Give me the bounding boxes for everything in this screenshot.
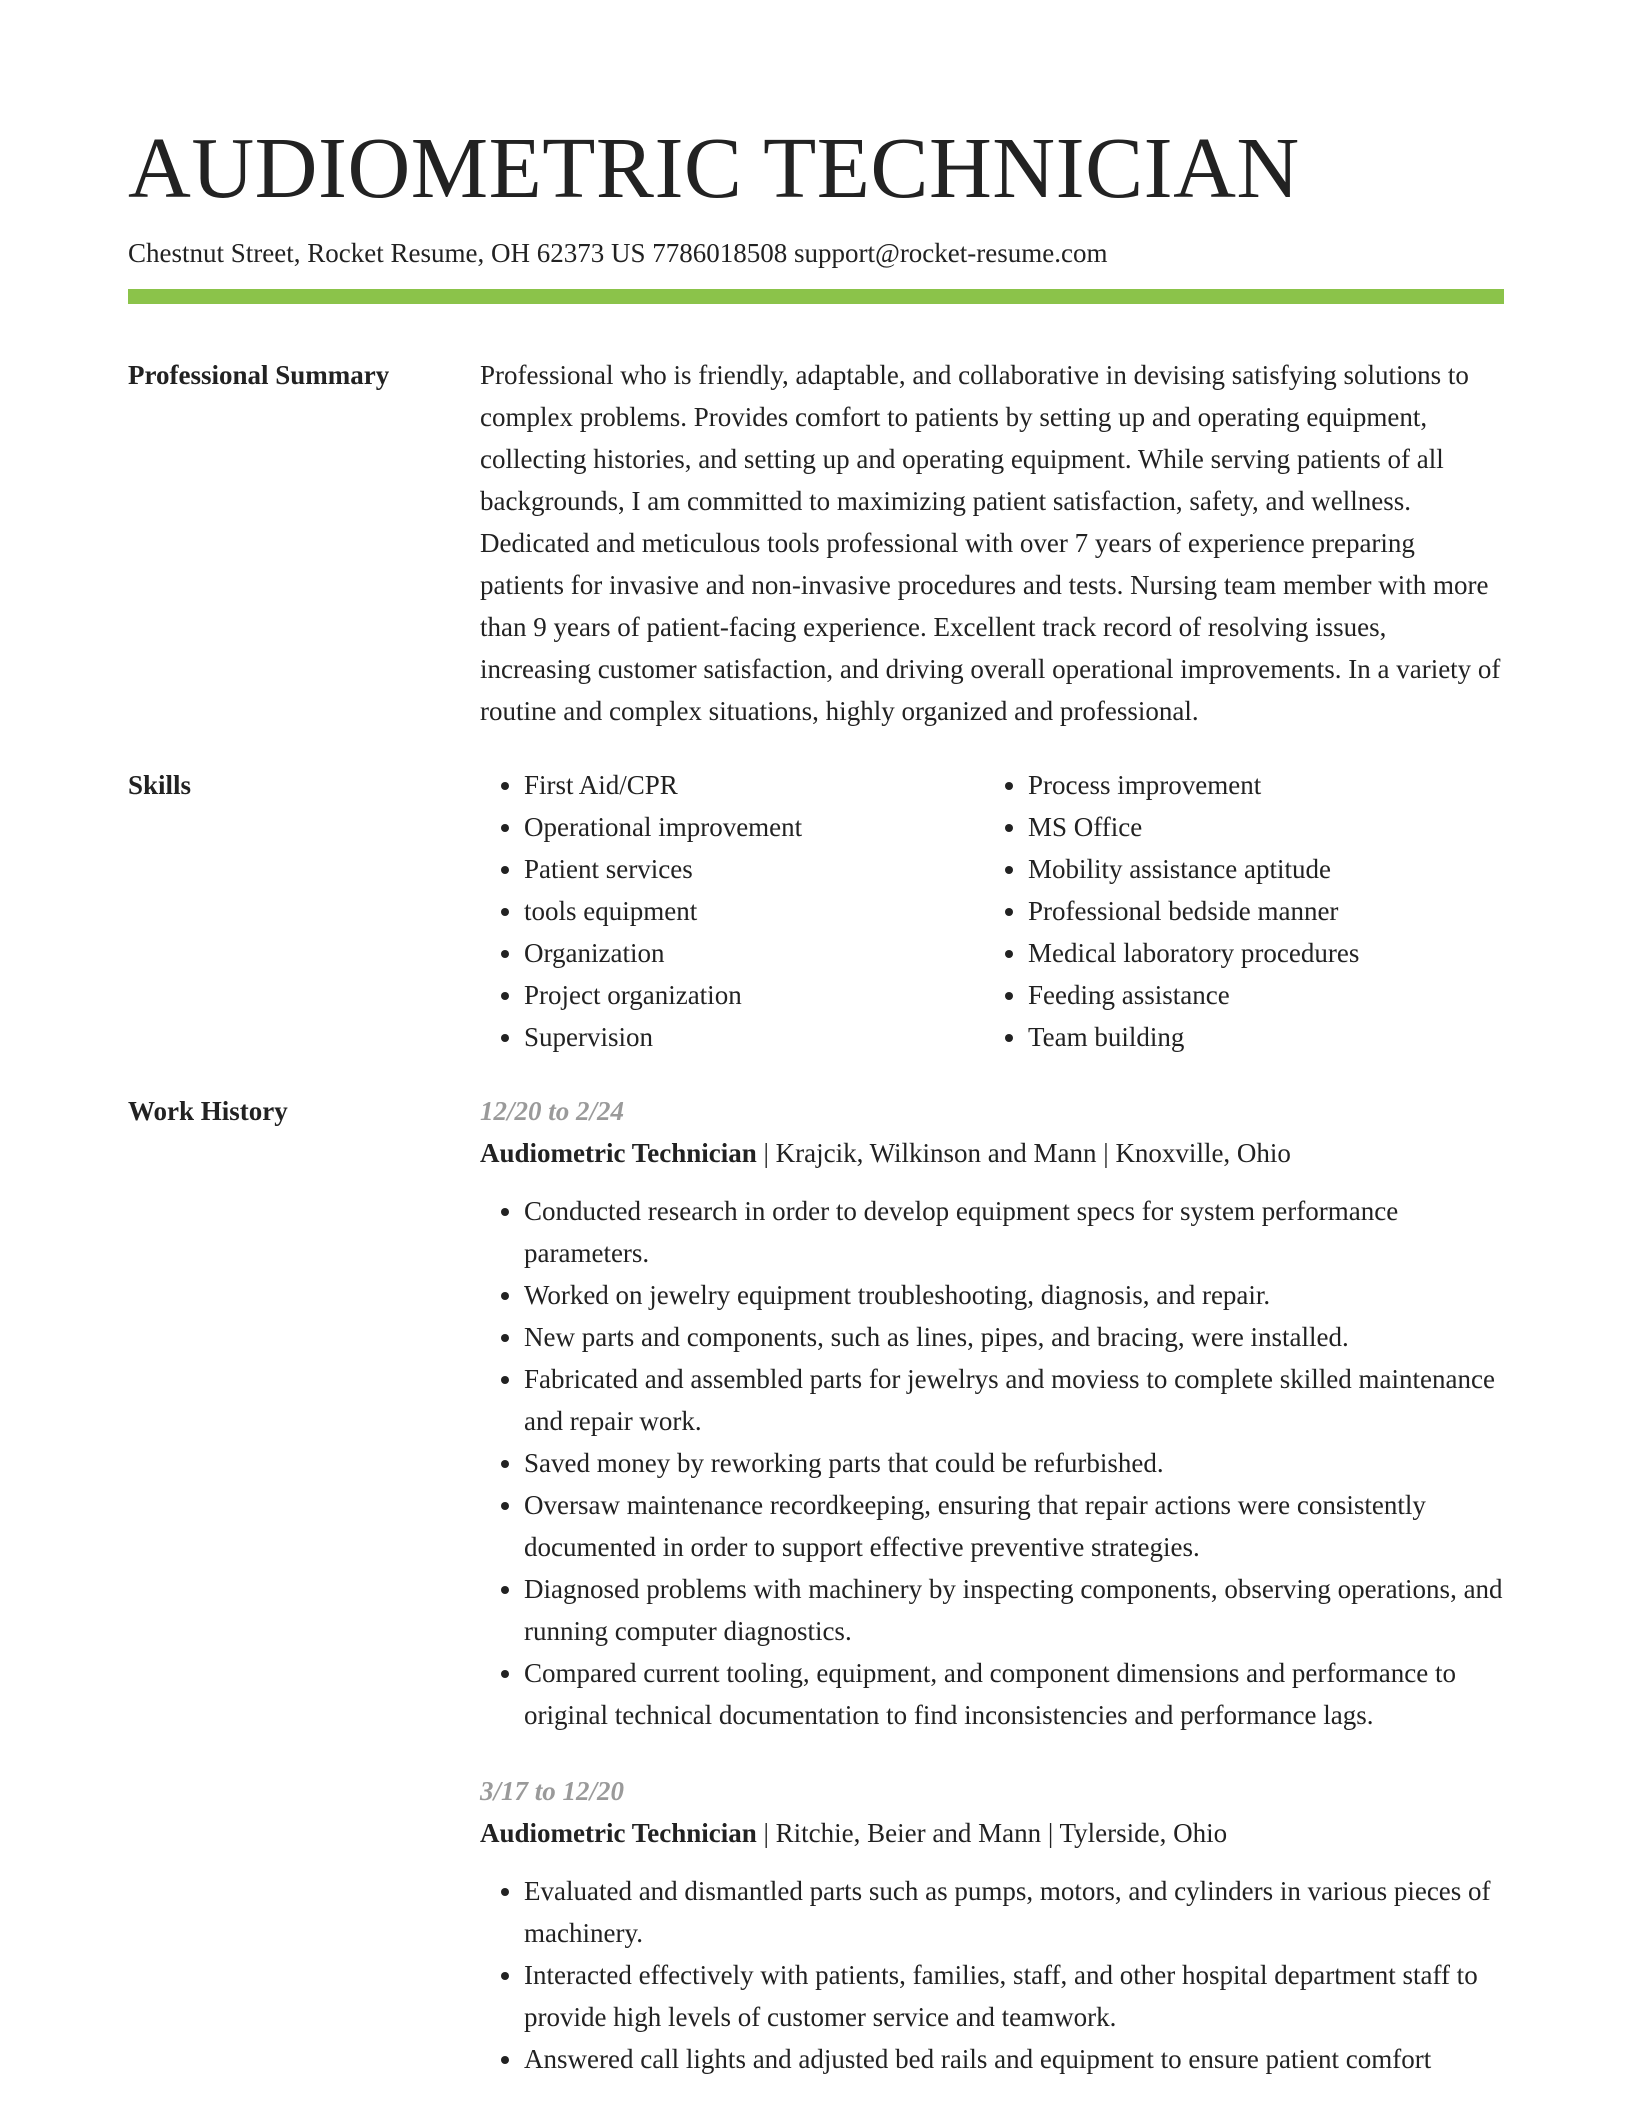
- job-bullet: • Oversaw maintenance recordkeeping, ensuring that repair actions were consistently documented in order to support effective preventive strategies.: [524, 1484, 1504, 1568]
- work-history-heading: Work History: [128, 1096, 288, 1126]
- resume-page: [128, 0, 1504, 2080]
- skill-item: • Feeding assistance: [1028, 974, 1488, 1016]
- skill-item: • Project organization: [524, 974, 984, 1016]
- resume-title: AUDIOMETRIC TECHNICIAN: [128, 119, 1300, 216]
- job-bullet: • Worked on jewelry equipment troubleshooting, diagnosis, and repair.: [524, 1274, 1504, 1316]
- job-entry: [480, 1090, 1504, 1736]
- skills-section: [128, 764, 1504, 1058]
- job-title-line: [480, 1132, 1504, 1174]
- job-bullet: • Answered call lights and adjusted bed rails and equipment to ensure patient comfort: [524, 2038, 1504, 2080]
- job-bullet: • Evaluated and dismantled parts such as pumps, motors, and cylinders in various pieces of machinery.: [524, 1870, 1504, 1954]
- skill-item: • First Aid/CPR: [524, 764, 984, 806]
- accent-divider: [128, 289, 1504, 304]
- skill-item: • Team building: [1028, 1016, 1488, 1058]
- work-history-section: [128, 1090, 1504, 2080]
- job-dates: 12/20 to 2/24: [480, 1096, 625, 1126]
- contact-line: Chestnut Street, Rocket Resume, OH 62373 US 7786018508 support@rocket-resume.com: [128, 238, 1108, 268]
- job-bullet: • Interacted effectively with patients, families, staff, and other hospital department staff to provide high levels of customer service and teamwork.: [524, 1954, 1504, 2038]
- job-bullet: • New parts and components, such as lines, pipes, and bracing, were installed.: [524, 1316, 1504, 1358]
- skill-item: • Organization: [524, 932, 984, 974]
- skill-item: • Supervision: [524, 1016, 984, 1058]
- job-bullet: • Fabricated and assembled parts for jewelrys and moviess to complete skilled maintenance and repair work.: [524, 1358, 1504, 1442]
- job-bullet: • Compared current tooling, equipment, and component dimensions and performance to original technical documentation to find inconsistencies and performance lags.: [524, 1652, 1504, 1736]
- job-bullet: • Conducted research in order to develop equipment specs for system performance parameters.: [524, 1190, 1504, 1274]
- job-role: Audiometric Technician: [480, 1138, 757, 1168]
- job-bullets: [480, 1190, 1504, 1736]
- skill-item: • Medical laboratory procedures: [1028, 932, 1488, 974]
- summary-section: [128, 354, 1504, 732]
- job-bullet: • Saved money by reworking parts that could be refurbished.: [524, 1442, 1504, 1484]
- summary-text: Professional who is friendly, adaptable, and collaborative in devising satisfying solutions to complex problems. Provides comfort to patients by setting up and operating equipment, collecting histories, and setting up and operating equipment. While serving patients of all backgrounds, I am committed to maximizing patient satisfaction, safety, and wellness. Dedicated and meticulous tools professional with over 7 years of experience preparing patients for invasive and non-invasive procedures and tests. Nursing team member with more than 9 years of patient-facing experience. Excellent track record of resolving issues, increasing customer satisfaction, and driving overall operational improvements. In a variety of routine and complex situations, highly organized and professional.: [480, 360, 1501, 726]
- job-dates: 3/17 to 12/20: [480, 1776, 625, 1806]
- skill-item: • Process improvement: [1028, 764, 1488, 806]
- skills-list-left: [480, 764, 984, 1058]
- job-bullets: [480, 1870, 1504, 2080]
- skill-item: • Operational improvement: [524, 806, 984, 848]
- skill-item: • Patient services: [524, 848, 984, 890]
- skills-list-right: [984, 764, 1488, 1058]
- job-entry: [480, 1770, 1504, 2080]
- skill-item: • Mobility assistance aptitude: [1028, 848, 1488, 890]
- skill-item: • MS Office: [1028, 806, 1488, 848]
- job-title-line: [480, 1812, 1504, 1854]
- summary-heading: Professional Summary: [128, 360, 390, 390]
- skill-item: • tools equipment: [524, 890, 984, 932]
- skill-item: • Professional bedside manner: [1028, 890, 1488, 932]
- skills-heading: Skills: [128, 770, 192, 800]
- job-bullet: • Diagnosed problems with machinery by inspecting components, observing operations, and running computer diagnostics.: [524, 1568, 1504, 1652]
- job-role: Audiometric Technician: [480, 1818, 757, 1848]
- job-employer-location: | Krajcik, Wilkinson and Mann | Knoxville, Ohio: [756, 1138, 1291, 1168]
- job-employer-location: | Ritchie, Beier and Mann | Tylerside, Ohio: [756, 1818, 1228, 1848]
